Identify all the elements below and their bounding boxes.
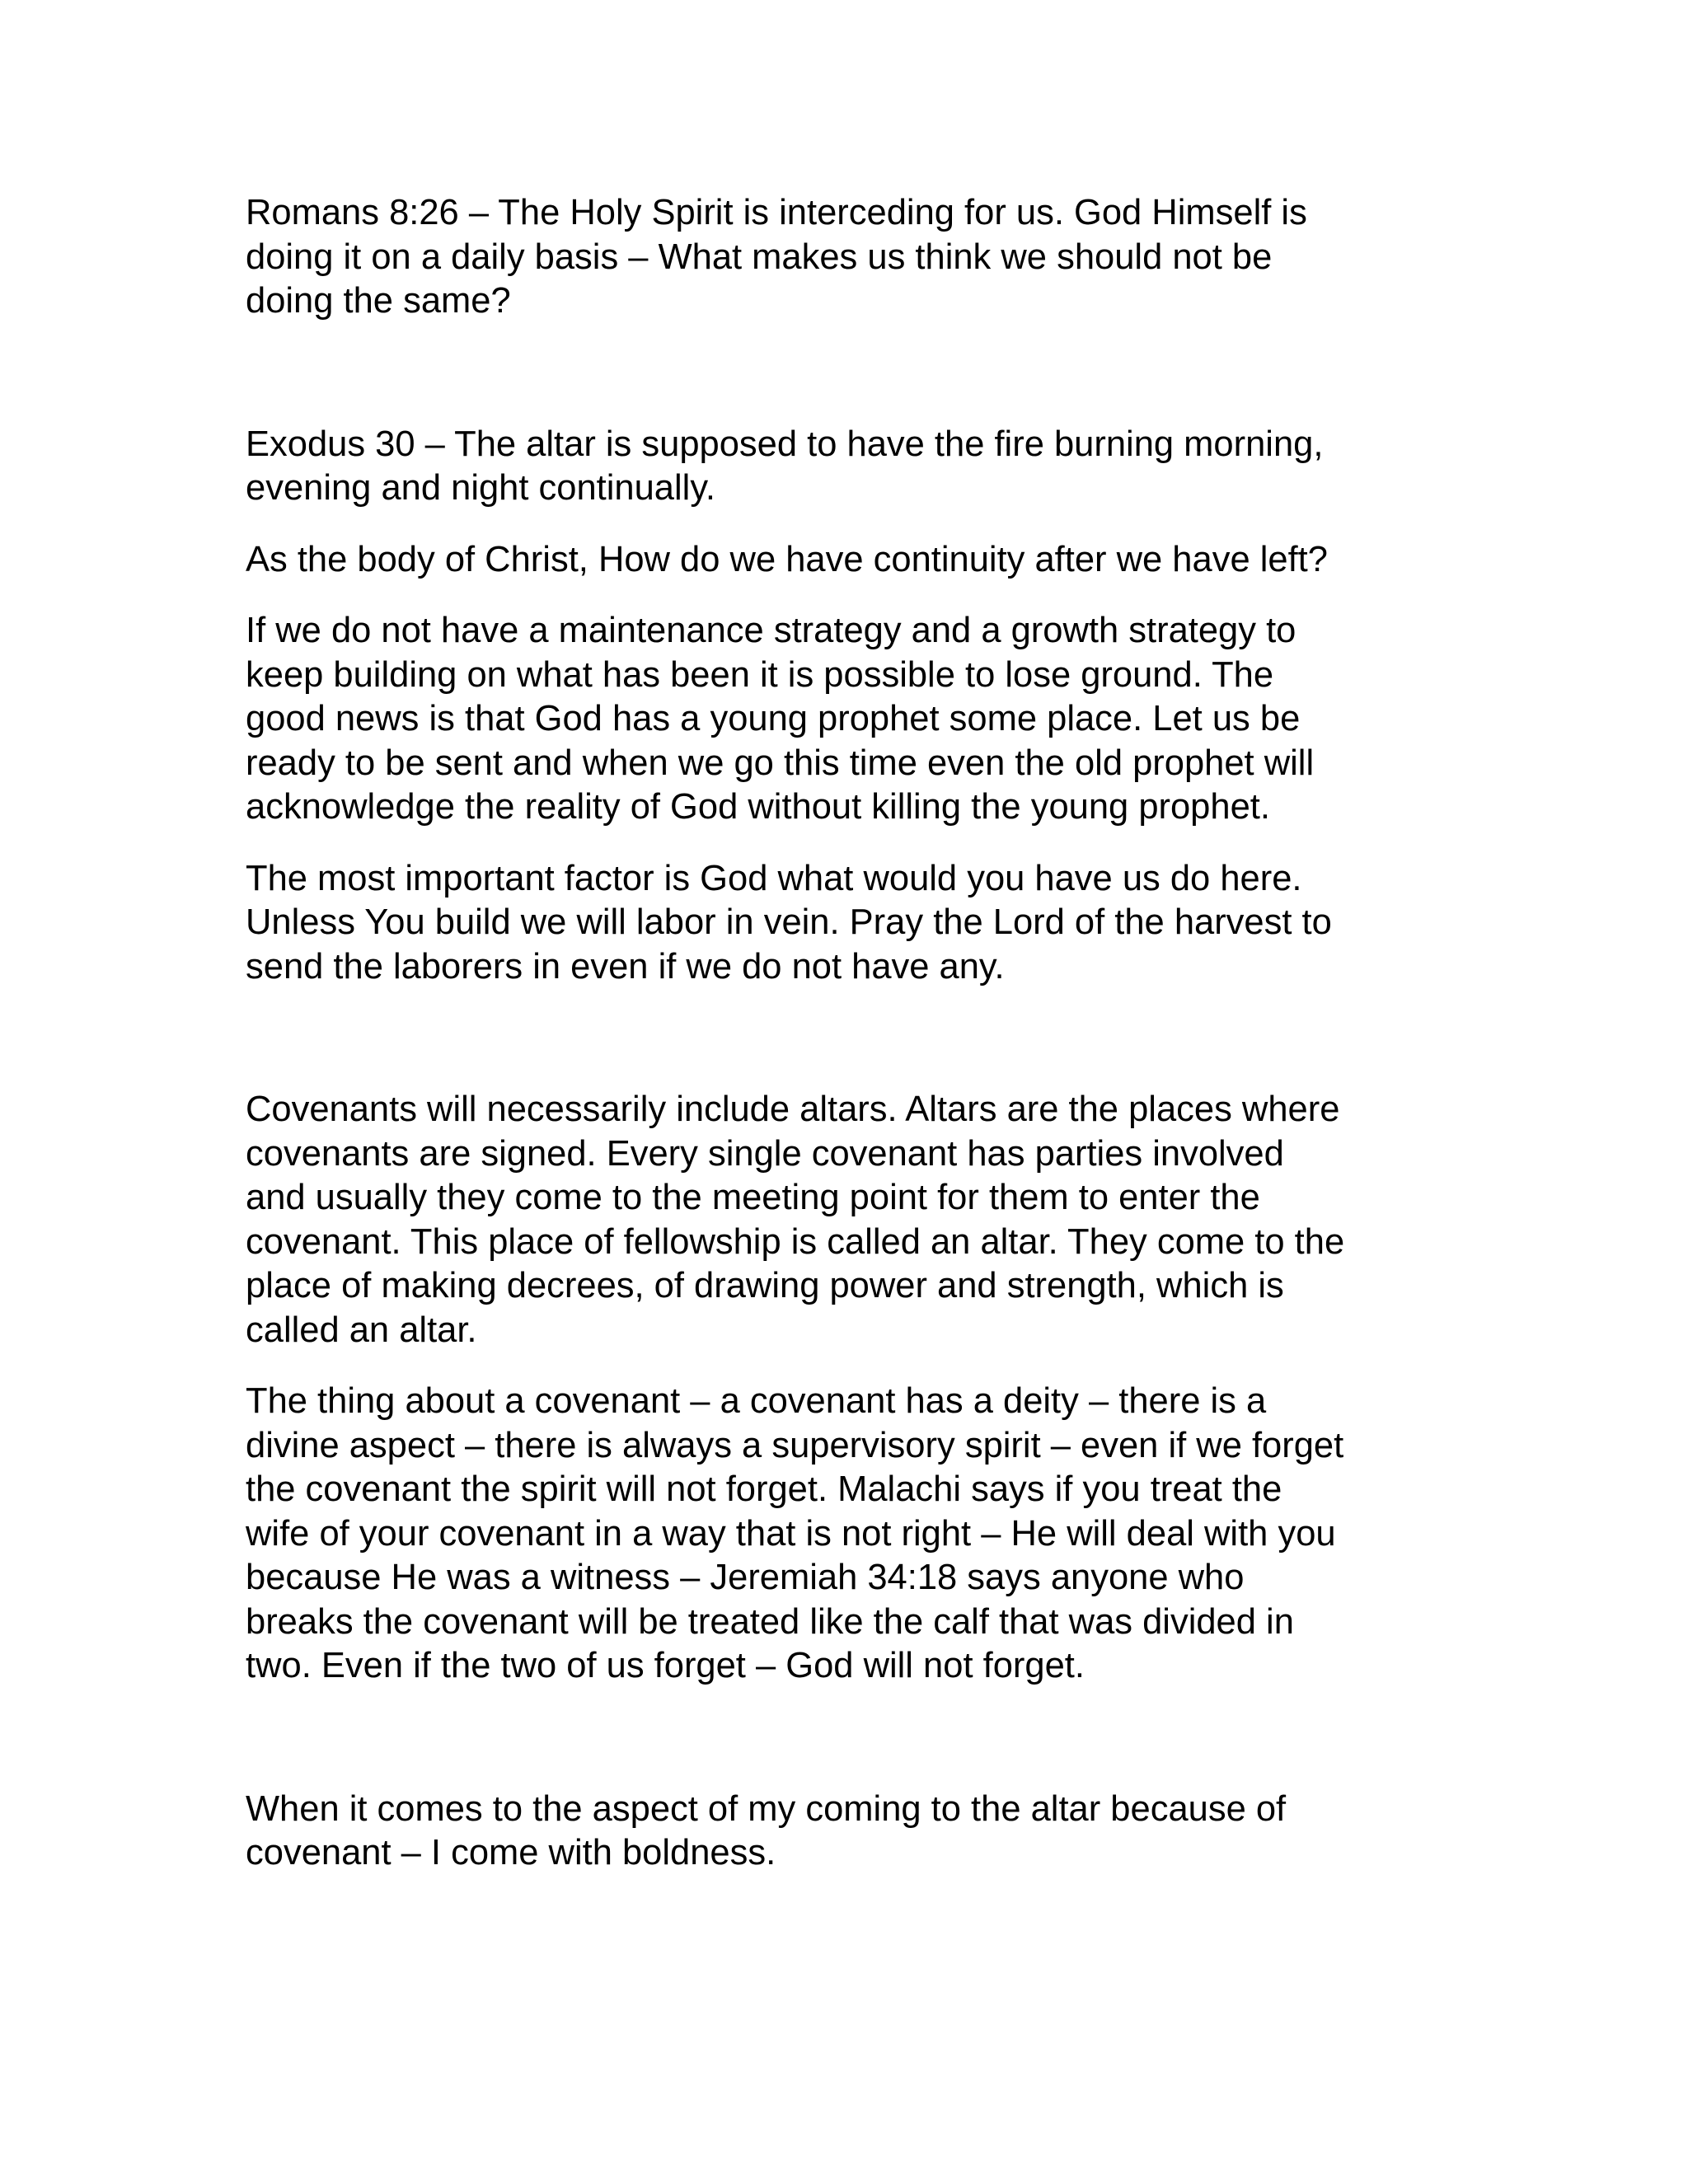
paragraph-boldness: When it comes to the aspect of my coming to the altar because of covenant – I come with boldness. [246,1788,1287,1872]
paragraph-covenants-altars: Covenants will necessarily include altars. Altars are the places where covenants are signed. Every single covenant has parties involved and usually they come to the meeting point for them to enter the covenant. This place of fellowship is called an altar. They come to the place of making decrees, of drawing power and strength, which is called an altar. [246,1090,1345,1350]
document-page [246,191,1457,1876]
paragraph-strategy: If we do not have a maintenance strategy and a growth strategy to keep building on what has been it is possible to lose ground. The good news is that God has a young prophet some place. Let us be ready to be sent and when we go this time even the old prophet will acknowledge the reality of God without killing the young prophet. [246,611,1315,827]
paragraph-exodus: Exodus 30 – The altar is supposed to have the fire burning morning, evening and night continually. [246,424,1324,508]
paragraph-continuity: As the body of Christ, How do we have continuity after we have left? [246,539,1328,579]
paragraph-covenant-deity: The thing about a covenant – a covenant has a deity – there is a divine aspect – there is always a supervisory spirit – even if we forget the covenant the spirit will not forget. Malachi says if you treat the wife of your covenant in a way that is not right – He will deal with you because He was a witness – Jeremiah 34:18 says anyone who breaks the covenant will be treated like the calf that was divided in two. Even if the two of us forget – God will not forget. [246,1381,1344,1685]
paragraph-important-factor: The most important factor is God what would you have us do here. Unless You build we will labor in vein. Pray the Lord of the harvest to send the laborers in even if we do not have any. [246,858,1332,987]
paragraph-romans: Romans 8:26 – The Holy Spirit is interceding for us. God Himself is doing it on a daily basis – What makes us think we should not be doing the same? [246,193,1307,321]
